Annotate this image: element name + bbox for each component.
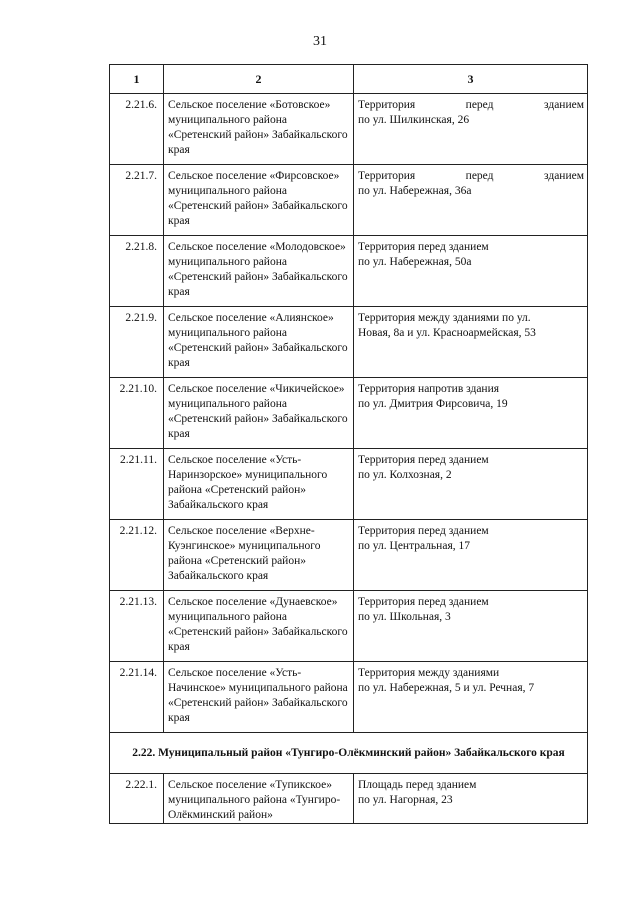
settlement-name: Сельское поселение «Ботовское» муниципального района «Сретенский район» Забайкальского края xyxy=(164,94,354,165)
location-cell xyxy=(354,591,588,662)
page-number: 31 xyxy=(313,34,327,49)
table-row xyxy=(110,236,588,307)
section-title: 2.22. Муниципальный район «Тунгиро-Олёкминский район» Забайкальского края xyxy=(110,733,588,774)
location-cell xyxy=(354,520,588,591)
location-cell xyxy=(354,165,588,236)
row-number: 2.21.6. xyxy=(110,94,164,165)
settlement-name: Сельское поселение «Тупикское» муниципального района «Тунгиро-Олёкминский район» xyxy=(164,774,354,824)
location-line: по ул. Набережная, 50а xyxy=(358,256,472,268)
location-line: по ул. Колхозная, 2 xyxy=(358,469,452,481)
settlement-name: Сельское поселение «Чикичейское» муниципального района «Сретенский район» Забайкальского края xyxy=(164,378,354,449)
location-line: по ул. Школьная, 3 xyxy=(358,611,451,623)
row-number: 2.21.14. xyxy=(110,662,164,733)
location-cell xyxy=(354,378,588,449)
location-line: Территория перед зданием xyxy=(358,525,489,537)
table-header-row xyxy=(110,65,588,94)
location-cell xyxy=(354,774,588,824)
location-line: Территория между зданиями по ул. xyxy=(358,312,531,324)
location-line: по ул. Набережная, 36а xyxy=(358,185,472,197)
location-line: Территория перед зданием xyxy=(358,99,584,111)
location-cell xyxy=(354,662,588,733)
table-row xyxy=(110,307,588,378)
location-line: Новая, 8а и ул. Красноармейская, 53 xyxy=(358,327,536,339)
location-cell xyxy=(354,94,588,165)
location-cell xyxy=(354,307,588,378)
settlement-name: Сельское поселение «Дунаевское» муниципального района «Сретенский район» Забайкальского края xyxy=(164,591,354,662)
location-cell xyxy=(354,236,588,307)
column-header: 3 xyxy=(354,65,588,94)
section-header-row xyxy=(110,733,588,774)
settlement-name: Сельское поселение «Молодовское» муниципального района «Сретенский район» Забайкальского края xyxy=(164,236,354,307)
table-row xyxy=(110,591,588,662)
row-number: 2.21.13. xyxy=(110,591,164,662)
table-row xyxy=(110,94,588,165)
table-row xyxy=(110,449,588,520)
column-header: 1 xyxy=(110,65,164,94)
row-number: 2.21.9. xyxy=(110,307,164,378)
location-line: Территория перед зданием xyxy=(358,241,489,253)
location-line: по ул. Центральная, 17 xyxy=(358,540,470,552)
table-row xyxy=(110,520,588,591)
settlement-name: Сельское поселение «Усть-Начинское» муниципального района «Сретенский район» Забайкальского края xyxy=(164,662,354,733)
location-line: Территория между зданиями xyxy=(358,667,500,679)
location-cell xyxy=(354,449,588,520)
settlement-name: Сельское поселение «Алиянское» муниципального района «Сретенский район» Забайкальского края xyxy=(164,307,354,378)
settlement-name: Сельское поселение «Фирсовское» муниципального района «Сретенский район» Забайкальского края xyxy=(164,165,354,236)
row-number: 2.22.1. xyxy=(110,774,164,824)
location-line: по ул. Дмитрия Фирсовича, 19 xyxy=(358,398,508,410)
row-number: 2.21.12. xyxy=(110,520,164,591)
settlements-table xyxy=(109,64,588,824)
location-line: Территория перед зданием xyxy=(358,170,584,182)
settlement-name: Сельское поселение «Усть-Наринзорское» муниципального района «Сретенский район» Забайкальского края xyxy=(164,449,354,520)
location-line: Территория перед зданием xyxy=(358,596,489,608)
location-line: Территория напротив здания xyxy=(358,383,500,395)
location-line: Площадь перед зданием xyxy=(358,779,477,791)
row-number: 2.21.7. xyxy=(110,165,164,236)
table-row xyxy=(110,165,588,236)
location-line: по ул. Нагорная, 23 xyxy=(358,794,453,806)
location-line: по ул. Набережная, 5 и ул. Речная, 7 xyxy=(358,682,535,694)
row-number: 2.21.10. xyxy=(110,378,164,449)
row-number: 2.21.11. xyxy=(110,449,164,520)
table-row xyxy=(110,378,588,449)
table-row xyxy=(110,662,588,733)
settlement-name: Сельское поселение «Верхне-Куэнгинское» муниципального района «Сретенский район» Забайкальского края xyxy=(164,520,354,591)
location-line: по ул. Шилкинская, 26 xyxy=(358,114,470,126)
location-line: Территория перед зданием xyxy=(358,454,489,466)
table-row xyxy=(110,774,588,824)
column-header: 2 xyxy=(164,65,354,94)
row-number: 2.21.8. xyxy=(110,236,164,307)
